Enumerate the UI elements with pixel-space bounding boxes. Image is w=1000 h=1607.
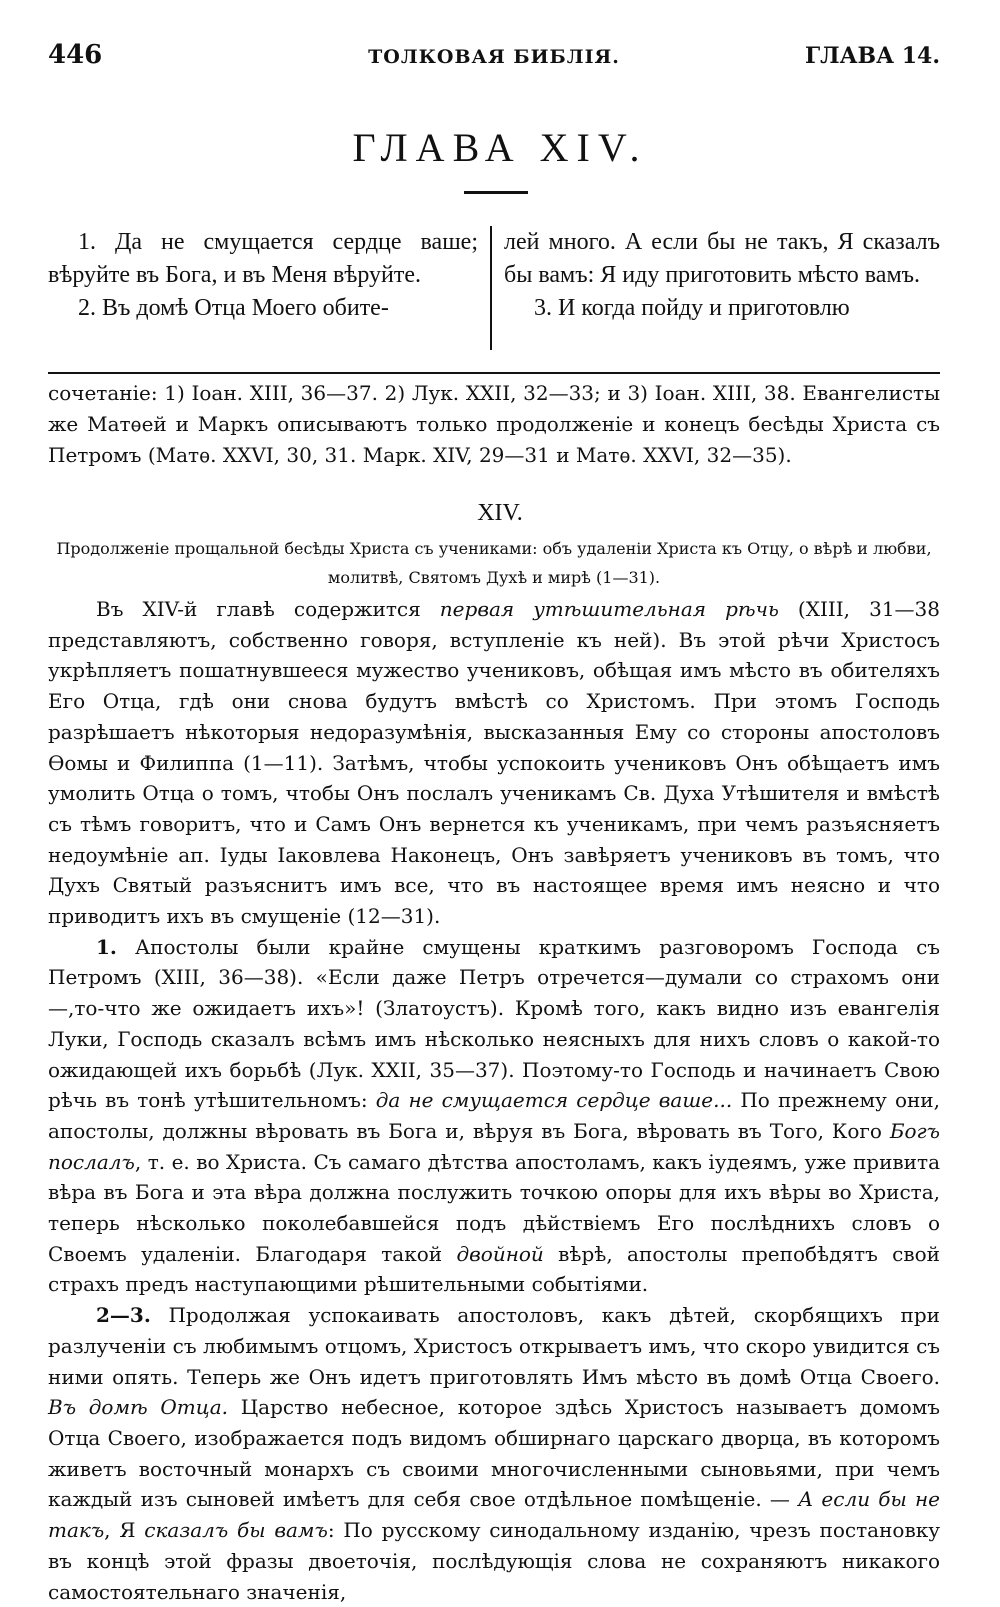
column-divider: [490, 226, 492, 350]
commentary-paragraph-3: 2—3. Продолжая успокаивать апостоловъ, какъ дѣтей, скорбящихъ при разлученіи съ любимымъ отцомъ, Христосъ открываетъ имъ, что скоро увидится съ ними опять. Теперь же Онъ идетъ приготовлять Имъ мѣсто въ домѣ Отца Своего. Въ домѣ Отца. Царство небесное, которое здѣсь Христосъ называетъ домомъ Отца Своего, изображается подъ видомъ обширнаго царскаго дворца, въ которомъ живетъ восточный монархъ съ своими многочисленными сыновьями, при чемъ каждый изъ сыновей имѣетъ для себя свое отдѣльное помѣщеніе. — А если бы не такъ, Я сказалъ бы вамъ: По русскому синодальному изданію, чрезъ постановку въ концѣ этой фразы двоеточія, послѣдующія слова не сохраняютъ никакого самостоятельнаго значенія,: [48, 1303, 940, 1604]
verse-2-continued: лей много. А если бы не такъ, Я сказалъ бы вамъ: Я иду приготовить мѣсто вамъ.: [504, 229, 940, 288]
verse-2-start: 2. Въ домѣ Отца Моего обите-: [78, 295, 389, 321]
verse-1: 1. Да не смущается сердце ваше; вѣруйте въ Бога, и въ Меня вѣруйте.: [48, 229, 478, 288]
section-summary: Продолженіе прощальной бесѣды Христа съ учениками: объ удаленіи Христа къ Отцу, о вѣрѣ и любви, молитвѣ, Святомъ Духѣ и мирѣ (1—31).: [56, 539, 932, 587]
verse-ref: 1.: [96, 934, 117, 959]
verse-3-start: 3. И когда пойду и приготовлю: [534, 295, 850, 321]
title-rule: [464, 191, 528, 194]
quote-text: сказалъ бы вамъ: [144, 1518, 328, 1543]
emphasis-text: двойной: [456, 1241, 544, 1266]
commentary-body: [48, 594, 940, 1607]
chapter-title: ГЛАВА XIV.: [352, 125, 648, 170]
verse-ref: 2—3.: [96, 1303, 151, 1328]
commentary-paragraph-1: Въ XIV-й главѣ содержится первая утѣшительная рѣчь (XIII, 31—38 представляютъ, собственно говоря, вступленіе къ ней). Въ этой рѣчи Христосъ укрѣпляетъ пошатнувшееся мужество учениковъ, обѣщая имъ мѣсто въ обителяхъ Его Отца, гдѣ они снова будутъ вмѣстѣ со Христомъ. При этомъ Господь разрѣшаетъ нѣкоторыя недоразумѣнія, высказанныя Ему со стороны апостоловъ Ѳомы и Филиппа (1—11). Затѣмъ, чтобы успокоить учениковъ Онъ обѣщаетъ имъ умолить Отца о томъ, чтобы Онъ послалъ ученикамъ Св. Духа Утѣшителя и вмѣстѣ съ тѣмъ говоритъ, что и Самъ Онъ вернется къ ученикамъ, при чемъ разъясняетъ недоумѣніе ап. Іуды Іаковлева Наконецъ, Онъ завѣряетъ учениковъ въ томъ, что Духъ Святый разъяснитъ имъ все, что въ настоящее время имъ неясно и что приводитъ ихъ въ смущеніе (12—31).: [48, 597, 941, 929]
quote-text: Въ домѣ Отца.: [48, 1395, 229, 1420]
section-number: XIV.: [477, 500, 523, 526]
quote-text: Богъ послалъ: [48, 1118, 940, 1174]
verses-left-column: [48, 226, 478, 325]
chapter-label: ГЛАВА 14.: [804, 43, 940, 69]
quote-text: А если бы не такъ: [48, 1487, 940, 1543]
quote-text: да не смущается сердце ваше...: [375, 1088, 733, 1113]
verses-rule: [48, 372, 940, 374]
commentary-paragraph-2: 1. Апостолы были крайне смущены краткимъ разговоромъ Господа съ Петромъ (XIII, 36—38). «Если даже Петръ отречется—думали со страхомъ они—,то-что же ожидаетъ ихъ»! (Златоустъ). Кромѣ того, какъ видно изъ евангелія Луки, Господь сказалъ всѣмъ имъ нѣсколько неясныхъ для нихъ словъ о какой-то ожидающей ихъ борьбѣ (Лук. XXII, 35—37). Поэтому-то Господь и начинаетъ Свою рѣчь въ тонѣ утѣшительномъ: да не смущается сердце ваше... По прежнему они, апостолы, должны вѣровать въ Бога и, вѣруя въ Бога, вѣровать въ Того, Кого Богъ послалъ, т. е. во Христа. Съ самаго дѣтства апостоламъ, какъ іудеямъ, уже привита вѣра въ Бога и эта вѣра должна послужить точкою опоры для ихъ вѣры во Христа, теперь нѣсколько поколебавшейся подъ дѣйствіемъ Его послѣднихъ словъ о Своемъ удаленіи. Благодаря такой двойной вѣрѣ, апостолы препобѣдятъ свой страхъ предъ наступающими рѣшительными событіями.: [48, 934, 940, 1297]
scripture-verses: [48, 226, 940, 362]
intro-paragraph: сочетаніе: 1) Іоан. XIII, 36—37. 2) Лук. XXII, 32—33; и 3) Іоан. XIII, 38. Евангелисты же Матѳей и Маркъ описываютъ только продолженіе и конецъ бесѣды Христа съ Петромъ (Матѳ. XXVI, 30, 31. Марк. XIV, 29—31 и Матѳ. XXVI, 32—35).: [48, 381, 940, 467]
emphasis-text: первая утѣшительная рѣчь: [439, 597, 779, 621]
running-title: ТОЛКОВАЯ БИБЛІЯ.: [368, 46, 620, 68]
verses-right-column: [504, 226, 940, 325]
running-header: [48, 40, 940, 74]
page-number: 446: [48, 40, 103, 70]
